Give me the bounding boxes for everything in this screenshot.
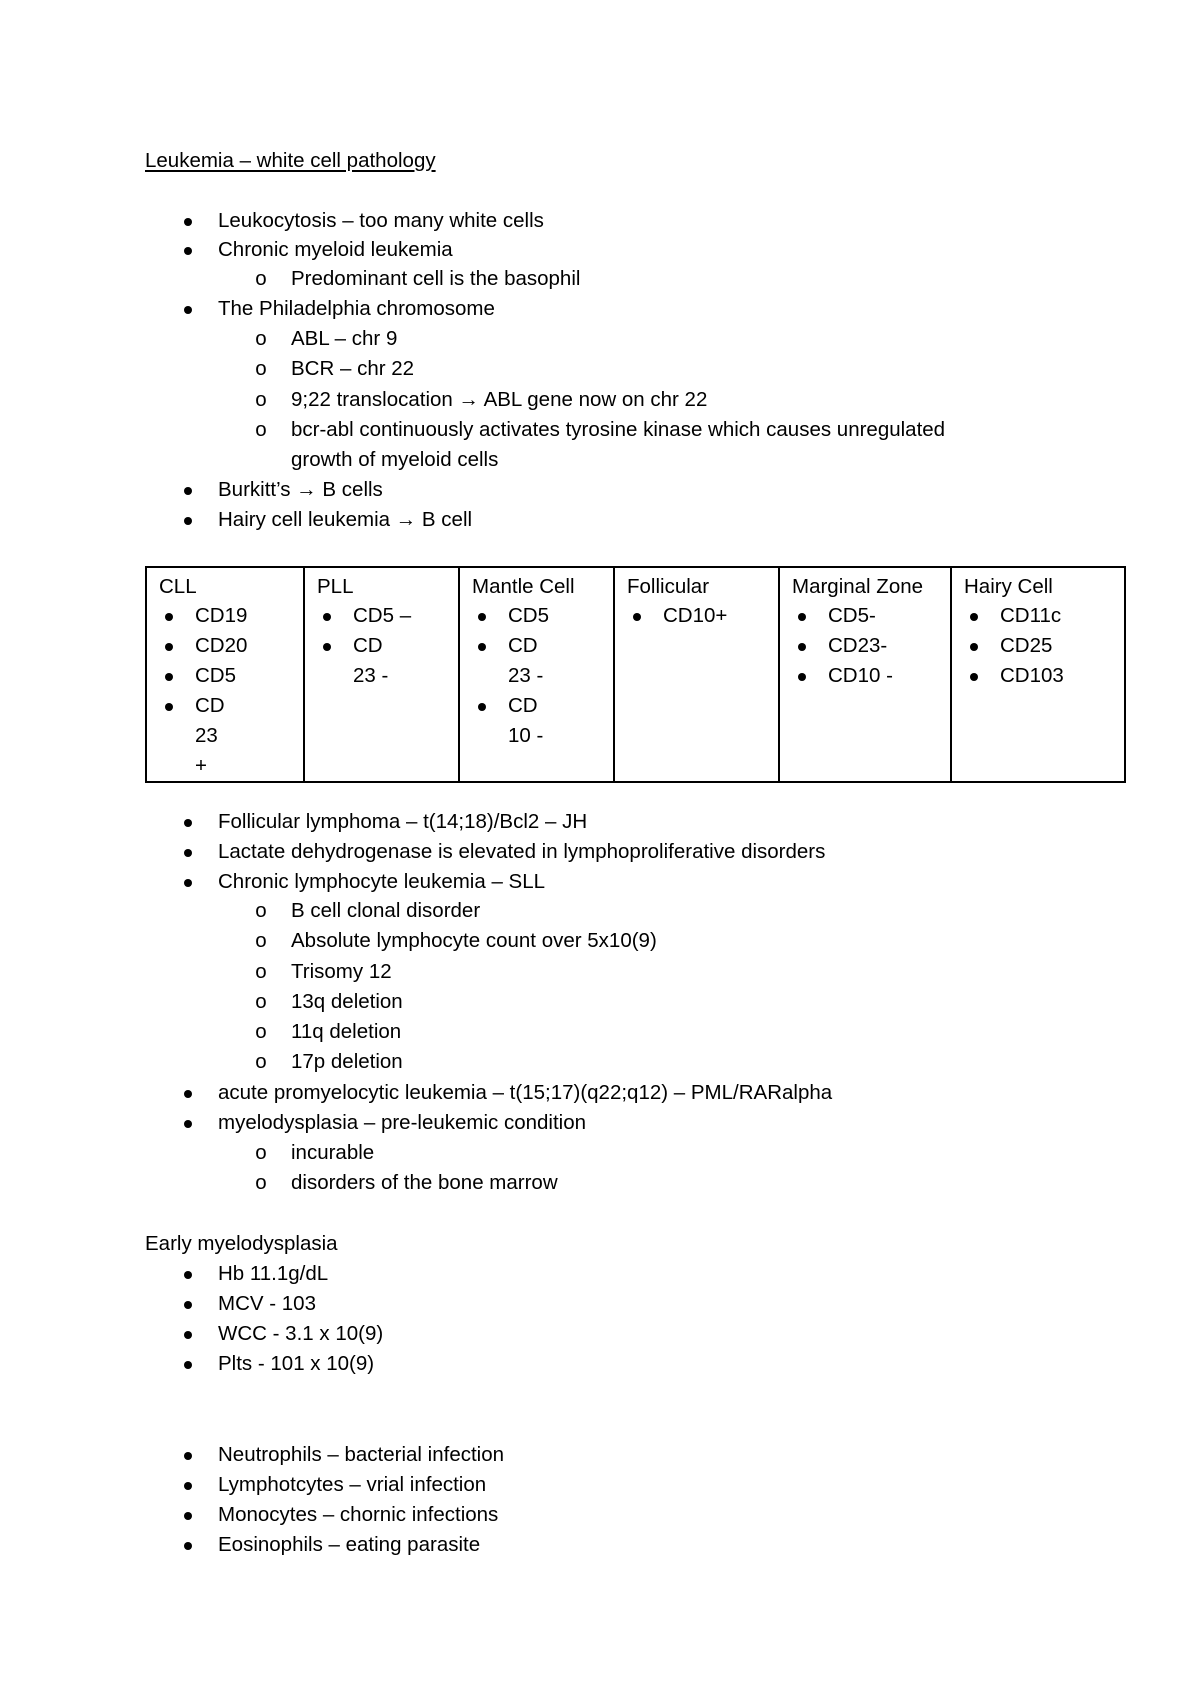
- list-item: [218, 837, 825, 866]
- list-item: CD11c: [964, 601, 1114, 631]
- list-item: CD23 +: [159, 691, 231, 781]
- list-item-text: 13q deletion: [291, 990, 403, 1013]
- column-header: Hairy Cell: [964, 575, 1053, 598]
- list-item-text: incurable: [291, 1141, 375, 1164]
- bullet-icon: [181, 1319, 195, 1348]
- bullet-icon: [967, 601, 981, 631]
- list-item: [218, 1289, 316, 1318]
- list-item-text: BCR – chr 22: [291, 357, 415, 380]
- circle-bullet-icon: o: [255, 960, 267, 983]
- list-item: [218, 1349, 374, 1378]
- sub-list-item: [255, 1138, 375, 1167]
- bullet-icon: [181, 235, 195, 264]
- list-item-text: myelodysplasia – pre-leukemic condition: [218, 1111, 587, 1134]
- list-item: [218, 1470, 486, 1499]
- sub-list-item: [255, 324, 398, 353]
- table-cell-pll: [304, 567, 459, 782]
- list-item-text: Eosinophils – eating parasite: [218, 1533, 481, 1556]
- list-item-text: Burkitt’s → B cells: [218, 478, 383, 501]
- table-cell-cll: [146, 567, 304, 782]
- list-item: [218, 1108, 586, 1137]
- bullet-icon: [181, 867, 195, 896]
- bullet-icon: [181, 1500, 195, 1529]
- list-item-text: Follicular lymphoma – t(14;18)/Bcl2 – JH: [218, 810, 588, 833]
- circle-bullet-icon: o: [255, 899, 267, 922]
- list-item-continuation: growth of myeloid cells: [291, 448, 499, 471]
- list-item-text: Plts - 101 x 10(9): [218, 1352, 375, 1375]
- sub-list-item: [255, 1047, 403, 1076]
- list-item: [218, 1319, 383, 1348]
- list-item: [218, 807, 587, 836]
- column-header: PLL: [317, 575, 354, 598]
- sub-list-item: [255, 957, 392, 986]
- table-cell-marginal-zone: [779, 567, 951, 782]
- list-item: [218, 294, 495, 323]
- sub-list-item: [255, 385, 708, 414]
- bullet-icon: [181, 1530, 195, 1559]
- bullet-icon: [181, 1289, 195, 1318]
- list-item-text: MCV - 103: [218, 1292, 316, 1315]
- list-item: CD103: [964, 661, 1114, 691]
- bullet-icon: [795, 601, 809, 631]
- sub-list-item: [255, 987, 403, 1016]
- bullet-icon: [162, 691, 176, 721]
- bullet-icon: [320, 601, 334, 631]
- circle-bullet-icon: o: [255, 929, 267, 952]
- bullet-icon: [181, 1440, 195, 1469]
- circle-bullet-icon: o: [255, 1141, 267, 1164]
- list-item-text: Hb 11.1g/dL: [218, 1262, 329, 1285]
- list-item-text: B cell clonal disorder: [291, 899, 481, 922]
- list-item-text: Predominant cell is the basophil: [291, 267, 581, 290]
- list-item-text: Chronic myeloid leukemia: [218, 238, 453, 261]
- column-header: Marginal Zone: [792, 575, 924, 598]
- list-item: [218, 505, 472, 534]
- list-item: [218, 1259, 328, 1288]
- bullet-icon: [181, 1259, 195, 1288]
- circle-bullet-icon: o: [255, 1020, 267, 1043]
- list-item: [218, 867, 545, 896]
- bullet-icon: [181, 1108, 195, 1137]
- list-item: CD10 -: [472, 691, 544, 751]
- circle-bullet-icon: o: [255, 1171, 267, 1194]
- sub-list-item: [255, 926, 657, 955]
- list-item: CD25: [964, 631, 1114, 661]
- list-item-text: Lymphotcytes – vrial infection: [218, 1473, 487, 1496]
- table-cell-follicular: [614, 567, 779, 782]
- list-item: [218, 1500, 498, 1529]
- list-item: [218, 1530, 480, 1559]
- circle-bullet-icon: o: [255, 327, 267, 350]
- sub-list-item: [255, 415, 946, 444]
- bullet-icon: [475, 631, 489, 661]
- sub-list-item: [255, 354, 415, 383]
- bullet-icon: [967, 631, 981, 661]
- sub-list-item: [255, 1017, 402, 1046]
- list-item: CD20: [159, 631, 293, 661]
- bullet-icon: [795, 661, 809, 691]
- list-item: [218, 1440, 504, 1469]
- list-item-text: Leukocytosis – too many white cells: [218, 209, 544, 232]
- list-item-text: disorders of the bone marrow: [291, 1171, 558, 1194]
- column-header: CLL: [159, 575, 197, 598]
- list-item-text: Absolute lymphocyte count over 5x10(9): [291, 929, 657, 952]
- list-item-text: acute promyelocytic leukemia – t(15;17)(q22;q12) – PML/RARalpha: [218, 1081, 833, 1104]
- list-item-text: Chronic lymphocyte leukemia – SLL: [218, 870, 546, 893]
- bullet-icon: [181, 1078, 195, 1107]
- list-item-text: bcr-abl continuously activates tyrosine kinase which causes unregulated: [291, 418, 946, 441]
- list-item: CD10+: [627, 601, 768, 631]
- list-item: CD10 -: [792, 661, 940, 691]
- bullet-icon: [475, 691, 489, 721]
- bullet-icon: [181, 505, 195, 534]
- circle-bullet-icon: o: [255, 1050, 267, 1073]
- list-item-text: 9;22 translocation → ABL gene now on chr 22: [291, 388, 708, 411]
- column-header: Follicular: [627, 575, 710, 598]
- list-item-text: 11q deletion: [291, 1020, 402, 1043]
- bullet-icon: [320, 631, 334, 661]
- bullet-icon: [630, 601, 644, 631]
- bullet-icon: [181, 837, 195, 866]
- bullet-icon: [795, 631, 809, 661]
- list-item: CD5: [159, 661, 293, 691]
- list-item-text: The Philadelphia chromosome: [218, 297, 495, 320]
- list-item: CD19: [159, 601, 293, 631]
- list-item: CD23 -: [317, 631, 389, 691]
- list-item: [218, 235, 453, 264]
- circle-bullet-icon: o: [255, 418, 267, 441]
- column-header: Mantle Cell: [472, 575, 575, 598]
- list-item-text: Trisomy 12: [291, 960, 392, 983]
- list-item: [218, 475, 383, 504]
- bullet-icon: [181, 1349, 195, 1378]
- section-heading: Early myelodysplasia: [145, 1232, 338, 1255]
- table-cell-hairy-cell: [951, 567, 1125, 782]
- list-item: CD23-: [792, 631, 940, 661]
- list-item: CD23 -: [472, 631, 544, 691]
- bullet-icon: [181, 475, 195, 504]
- list-item-text: Lactate dehydrogenase is elevated in lymphoproliferative disorders: [218, 840, 826, 863]
- bullet-icon: [475, 601, 489, 631]
- sub-list-item: [255, 1168, 558, 1197]
- list-item: [218, 206, 544, 235]
- list-item-text: ABL – chr 9: [291, 327, 398, 350]
- list-item: CD5-: [792, 601, 940, 631]
- list-item: CD5: [472, 601, 603, 631]
- page-title: Leukemia – white cell pathology: [145, 149, 436, 172]
- bullet-icon: [181, 294, 195, 323]
- circle-bullet-icon: o: [255, 267, 267, 290]
- sub-list-item: [255, 264, 581, 293]
- bullet-icon: [967, 661, 981, 691]
- sub-list-item: [255, 896, 481, 925]
- list-item-text: Hairy cell leukemia → B cell: [218, 508, 473, 531]
- bullet-icon: [162, 661, 176, 691]
- bullet-icon: [162, 631, 176, 661]
- cd-marker-table: [145, 566, 1126, 783]
- table-cell-mantle-cell: [459, 567, 614, 782]
- circle-bullet-icon: o: [255, 388, 267, 411]
- list-item-text: Monocytes – chornic infections: [218, 1503, 499, 1526]
- list-item: CD5 –: [317, 601, 448, 631]
- list-item: [218, 1078, 832, 1107]
- list-item-text: Neutrophils – bacterial infection: [218, 1443, 505, 1466]
- bullet-icon: [181, 1470, 195, 1499]
- bullet-icon: [162, 601, 176, 631]
- list-item-text: 17p deletion: [291, 1050, 403, 1073]
- circle-bullet-icon: o: [255, 357, 267, 380]
- list-item-text: WCC - 3.1 x 10(9): [218, 1322, 384, 1345]
- bullet-icon: [181, 807, 195, 836]
- circle-bullet-icon: o: [255, 990, 267, 1013]
- bullet-icon: [181, 206, 195, 235]
